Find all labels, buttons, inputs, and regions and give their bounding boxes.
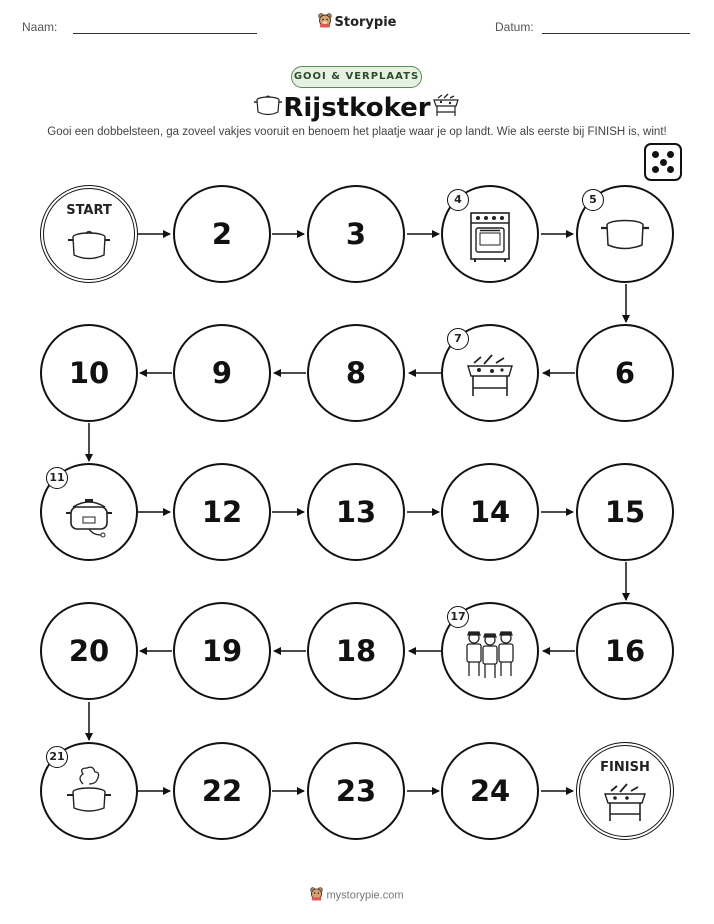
brand-name: Storypie (334, 15, 397, 30)
start-cell[interactable] (40, 185, 138, 283)
board-cell-6[interactable]: 6 (576, 324, 674, 422)
cell-number-badge: 17 (447, 606, 469, 628)
finish-label: FINISH (600, 760, 650, 775)
cell-number-badge: 4 (447, 189, 469, 211)
board-cell-23[interactable]: 23 (307, 742, 405, 840)
footer (0, 887, 714, 904)
board-cell-11[interactable] (40, 463, 138, 561)
board-cell-2[interactable]: 2 (173, 185, 271, 283)
workbench-icon (602, 782, 648, 829)
cell-number-badge: 21 (46, 746, 68, 768)
board-cell-24[interactable]: 24 (441, 742, 539, 840)
board-cell-7[interactable] (441, 324, 539, 422)
date-label: Datum: (495, 20, 534, 34)
board-cell-13[interactable]: 13 (307, 463, 405, 561)
rice-cooker-icon (63, 493, 115, 544)
board-cell-8[interactable]: 8 (307, 324, 405, 422)
board-cell-10[interactable]: 10 (40, 324, 138, 422)
board-cell-16[interactable]: 16 (576, 602, 674, 700)
board-cell-3[interactable]: 3 (307, 185, 405, 283)
board-cell-21[interactable] (40, 742, 138, 840)
cell-number-badge: 11 (46, 467, 68, 489)
board-cell-22[interactable]: 22 (173, 742, 271, 840)
board-cell-9[interactable]: 9 (173, 324, 271, 422)
workbench-icon (464, 352, 516, 405)
pot-icon (600, 217, 650, 258)
workers-icon (462, 628, 518, 685)
cell-number-badge: 5 (582, 189, 604, 211)
board-cell-15[interactable]: 15 (576, 463, 674, 561)
stove-icon (467, 209, 513, 268)
board-cell-5[interactable] (576, 185, 674, 283)
board-cell-14[interactable]: 14 (441, 463, 539, 561)
start-label: START (66, 203, 112, 218)
board-cell-18[interactable]: 18 (307, 602, 405, 700)
board-cell-4[interactable] (441, 185, 539, 283)
name-label: Naam: (22, 20, 58, 34)
page-title: Rijstkoker (283, 93, 431, 123)
footer-url[interactable]: mystorypie.com (326, 889, 404, 902)
board-cell-20[interactable]: 20 (40, 602, 138, 700)
pot-icon (67, 229, 111, 268)
instructions: Gooi een dobbelsteen, ga zoveel vakjes vooruit en benoem het plaatje waar je op landt. Wie als eerste bij FINISH is, wint! (47, 126, 667, 138)
steaming-pot-icon (65, 766, 113, 821)
finish-cell[interactable] (576, 742, 674, 840)
board-cell-19[interactable]: 19 (173, 602, 271, 700)
game-type-badge: GOOI & VERPLAATS (291, 66, 422, 88)
board-cell-12[interactable]: 12 (173, 463, 271, 561)
cell-number-badge: 7 (447, 328, 469, 350)
board-cell-17[interactable] (441, 602, 539, 700)
bear-icon (310, 887, 323, 904)
